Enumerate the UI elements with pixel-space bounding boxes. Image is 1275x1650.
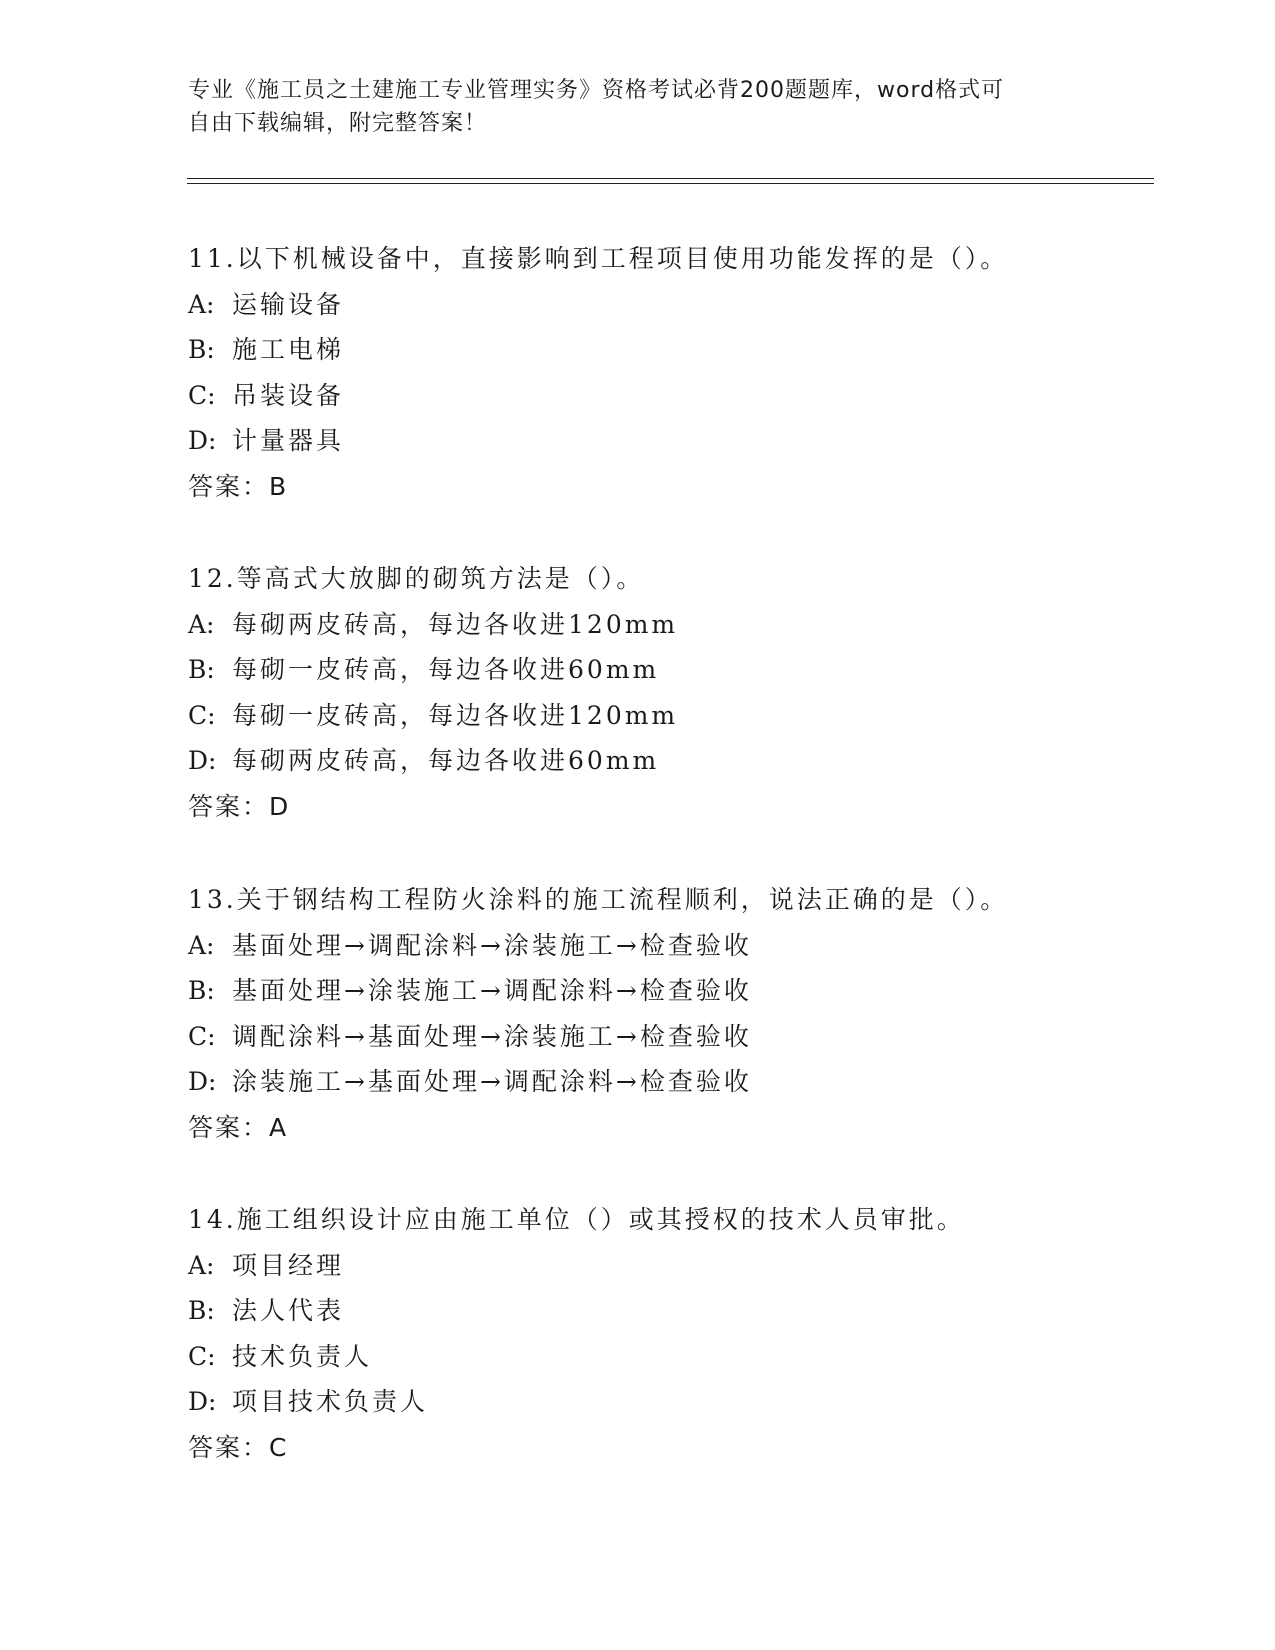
option-text: 基面处理→调配涂料→涂装施工→检查验收 (232, 930, 752, 960)
option-text: 基面处理→涂装施工→调配涂料→检查验收 (232, 976, 752, 1005)
option-text: 每砌两皮砖高，每边各收进120mm (232, 609, 679, 639)
option-text: 法人代表 (232, 1296, 345, 1325)
question-stem: 12.等高式大放脚的砌筑方法是（）。 (188, 564, 645, 593)
answer-line: 答案：B (188, 471, 289, 501)
question-12 (188, 556, 1188, 829)
option-b (188, 647, 1188, 693)
option-d (188, 1379, 1188, 1425)
option-letter: A: (188, 930, 215, 960)
option-letter: B: (188, 1296, 215, 1325)
option-c (188, 693, 1188, 739)
option-d (188, 1059, 1188, 1105)
option-text: 调配涂料→基面处理→涂装施工→检查验收 (232, 1021, 752, 1051)
option-text: 项目经理 (232, 1250, 345, 1280)
option-a (188, 1243, 1188, 1289)
question-13 (188, 877, 1188, 1150)
option-b (188, 327, 1188, 373)
answer-line: 答案：D (188, 791, 291, 821)
option-letter: B: (188, 335, 215, 364)
answer-line: 答案：C (188, 1432, 289, 1462)
option-letter: D: (188, 1067, 217, 1096)
option-text: 运输设备 (232, 289, 345, 319)
question-14 (188, 1197, 1188, 1470)
option-letter: B: (188, 655, 215, 684)
question-11 (188, 236, 1188, 509)
option-a (188, 282, 1188, 328)
option-c (188, 1334, 1188, 1380)
option-letter: D: (188, 746, 217, 775)
option-text: 吊装设备 (232, 380, 345, 410)
option-text: 项目技术负责人 (232, 1387, 429, 1416)
option-d (188, 738, 1188, 784)
option-text: 每砌一皮砖高，每边各收进60mm (232, 655, 660, 684)
option-letter: B: (188, 976, 215, 1005)
option-letter: C: (188, 380, 216, 410)
option-a (188, 602, 1188, 648)
option-a (188, 923, 1188, 969)
answer-line: 答案：A (188, 1112, 289, 1142)
option-text: 施工电梯 (232, 335, 345, 364)
option-letter: C: (188, 1341, 216, 1371)
header-line-2: 自由下载编辑，附完整答案！ (188, 111, 488, 136)
question-stem: 14.施工组织设计应由施工单位（）或其授权的技术人员审批。 (188, 1205, 965, 1234)
option-text: 涂装施工→基面处理→调配涂料→检查验收 (232, 1067, 752, 1096)
option-letter: C: (188, 700, 216, 730)
document-header (188, 74, 1088, 140)
option-text: 技术负责人 (232, 1341, 373, 1371)
option-text: 计量器具 (232, 426, 345, 455)
option-text: 每砌两皮砖高，每边各收进60mm (232, 746, 660, 775)
option-letter: A: (188, 1250, 215, 1280)
question-stem: 11.以下机械设备中，直接影响到工程项目使用功能发挥的是（）。 (188, 244, 1009, 273)
header-line-1: 专业《施工员之土建施工专业管理实务》资格考试必背200题题库，word格式可 (188, 78, 1005, 103)
option-letter: D: (188, 426, 217, 455)
option-letter: A: (188, 609, 215, 639)
option-c (188, 1014, 1188, 1060)
option-d (188, 418, 1188, 464)
option-letter: A: (188, 289, 215, 319)
question-stem: 13.关于钢结构工程防火涂料的施工流程顺利，说法正确的是（）。 (188, 885, 1009, 914)
option-c (188, 373, 1188, 419)
option-letter: C: (188, 1021, 216, 1051)
header-divider-top (187, 178, 1154, 179)
header-divider-bottom (187, 183, 1154, 184)
option-letter: D: (188, 1387, 217, 1416)
option-b (188, 968, 1188, 1014)
option-b (188, 1288, 1188, 1334)
option-text: 每砌一皮砖高，每边各收进120mm (232, 700, 679, 730)
